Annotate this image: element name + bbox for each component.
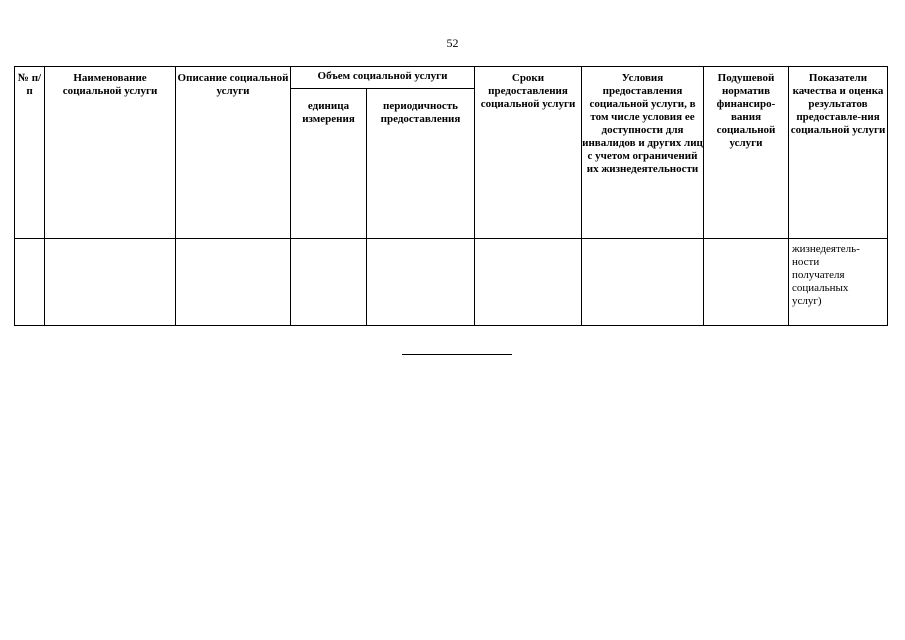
- header-num: № п/п: [15, 67, 45, 239]
- cell-conditions: [582, 239, 704, 326]
- header-description: Описание социальной услуги: [176, 67, 291, 239]
- cell-name: [45, 239, 176, 326]
- indicators-line: услуг): [792, 295, 822, 307]
- indicators-line: получателя: [792, 269, 845, 281]
- indicators-line: ности: [792, 256, 820, 268]
- header-conditions: Условия предоставления социальной услуги, в том числе условия ее доступности для инвалидов и других лиц с учетом ограничений их жизнедеятельности: [582, 67, 704, 239]
- header-volume-periodicity: периодичность предоставления: [367, 89, 475, 239]
- cell-num: [15, 239, 45, 326]
- header-row: [15, 67, 888, 89]
- cell-volume-periodicity: [367, 239, 475, 326]
- indicators-line: жизнедеятель-: [792, 243, 860, 255]
- header-norm: Подушевой норматив финансиро-вания социальной услуги: [704, 67, 789, 239]
- footnote-divider: [402, 354, 512, 355]
- header-name: Наименование социальной услуги: [45, 67, 176, 239]
- cell-description: [176, 239, 291, 326]
- cell-norm: [704, 239, 789, 326]
- header-volume: Объем социальной услуги: [291, 67, 475, 89]
- indicators-text: [789, 239, 887, 308]
- cell-indicators: [789, 239, 888, 326]
- header-indicators: Показатели качества и оценка результатов предоставле-ния социальной услуги: [789, 67, 888, 239]
- table-row: [15, 239, 888, 326]
- page-number: 52: [446, 36, 459, 50]
- cell-terms: [475, 239, 582, 326]
- social-services-table: [14, 66, 888, 326]
- header-volume-unit: единица измерения: [291, 89, 367, 239]
- indicators-line: социальных: [792, 282, 849, 294]
- header-terms: Сроки предоставления социальной услуги: [475, 67, 582, 239]
- cell-volume-unit: [291, 239, 367, 326]
